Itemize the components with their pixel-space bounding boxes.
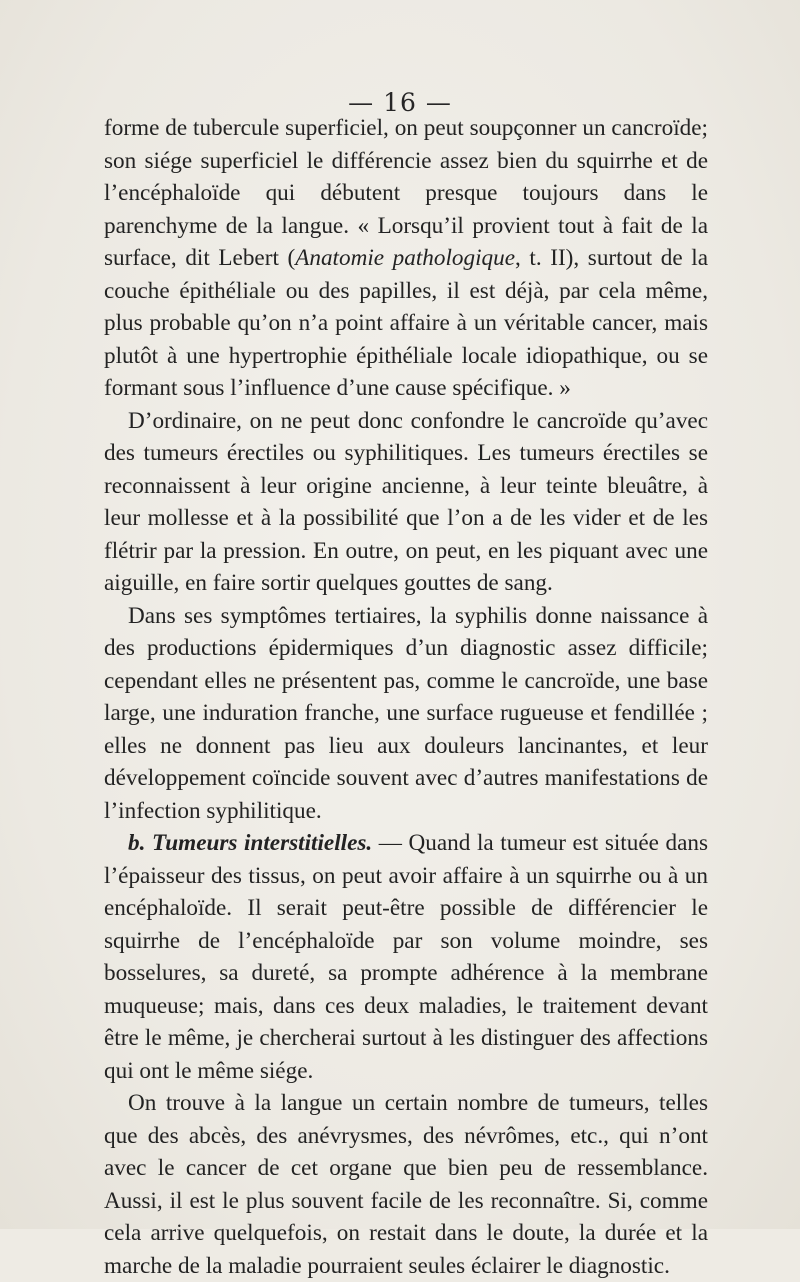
paragraph-1: [104, 112, 708, 405]
paragraph-2: D’ordinaire, on ne peut donc confondre le cancroïde qu’avec des tumeurs érectiles ou syphilitiques. Les tumeurs érectiles se reconnaissent à leur origine ancienne, à leur teinte bleuâtre, à leur mollesse et à la possibilité que l’on a de les vider et de les flétrir par la pression. En outre, on peut, en les piquant avec une aiguille, en faire sortir quelques gouttes de sang.: [104, 407, 708, 596]
paragraph-4-text: — Quand la tumeur est située dans l’épaisseur des tissus, on peut avoir affaire à un squirrhe ou à un encéphaloïde. Il serait peut-être possible de différencier le squirrhe de l’encéphaloïde par son volume moindre, ses bosselures, sa dureté, sa prompte adhérence à la membrane muqueuse; mais, dans ces deux maladies, le traitement devant être le même, je chercherai surtout à les distinguer des affections qui ont le même siége.: [104, 830, 709, 1084]
paragraph-3: Dans ses symptômes tertiaires, la syphilis donne naissance à des productions épidermiques d’un diagnostic assez difficile; cependant elles ne présentent pas, comme le cancroïde, une base large, une induration franche, une surface rugueuse et fendillée ; elles ne donnent pas lieu aux douleurs lancinantes, et leur développement coïncide souvent avec d’autres manifestations de l’infection syphilitique.: [104, 602, 708, 824]
cited-work-title: Anatomie pathologique: [295, 245, 516, 271]
paragraph-1-part-2: , t. II), surtout de la couche épithéliale ou des papilles, il est déjà, par cela même, plus probable qu’on n’a point affaire à un véritable cancer, mais plutôt à une hypertrophie épithéliale locale idiopathique, ou se formant sous l’influence d’une cause spécifique. »: [104, 245, 708, 401]
paragraph-5: On trouve à la langue un certain nombre de tumeurs, telles que des abcès, des anévrysmes, des névrômes, etc., qui n’ont avec le cancer de cet organe que bien peu de ressemblance. Aussi, il est le plus souvent facile de les reconnaître. Si, comme cela arrive quelquefois, on restait dans le doute, la durée et la marche de la maladie pourraient seules éclairer le diagnostic.: [104, 1090, 708, 1279]
paragraph-1-part-1: forme de tubercule superficiel, on peut soupçonner un cancroïde; son siége superficiel le différencie assez bien du squirrhe et de l’encéphaloïde qui débutent presque toujours dans le parenchyme de la langue. « Lorsqu’il provient tout à fait de la surface, dit Lebert (: [104, 115, 708, 271]
section-heading: b. Tumeurs interstitielles.: [128, 830, 373, 856]
page-number-header: — 16 —: [348, 88, 452, 117]
body-text: [104, 112, 708, 1282]
paragraph-4: [104, 827, 708, 1087]
